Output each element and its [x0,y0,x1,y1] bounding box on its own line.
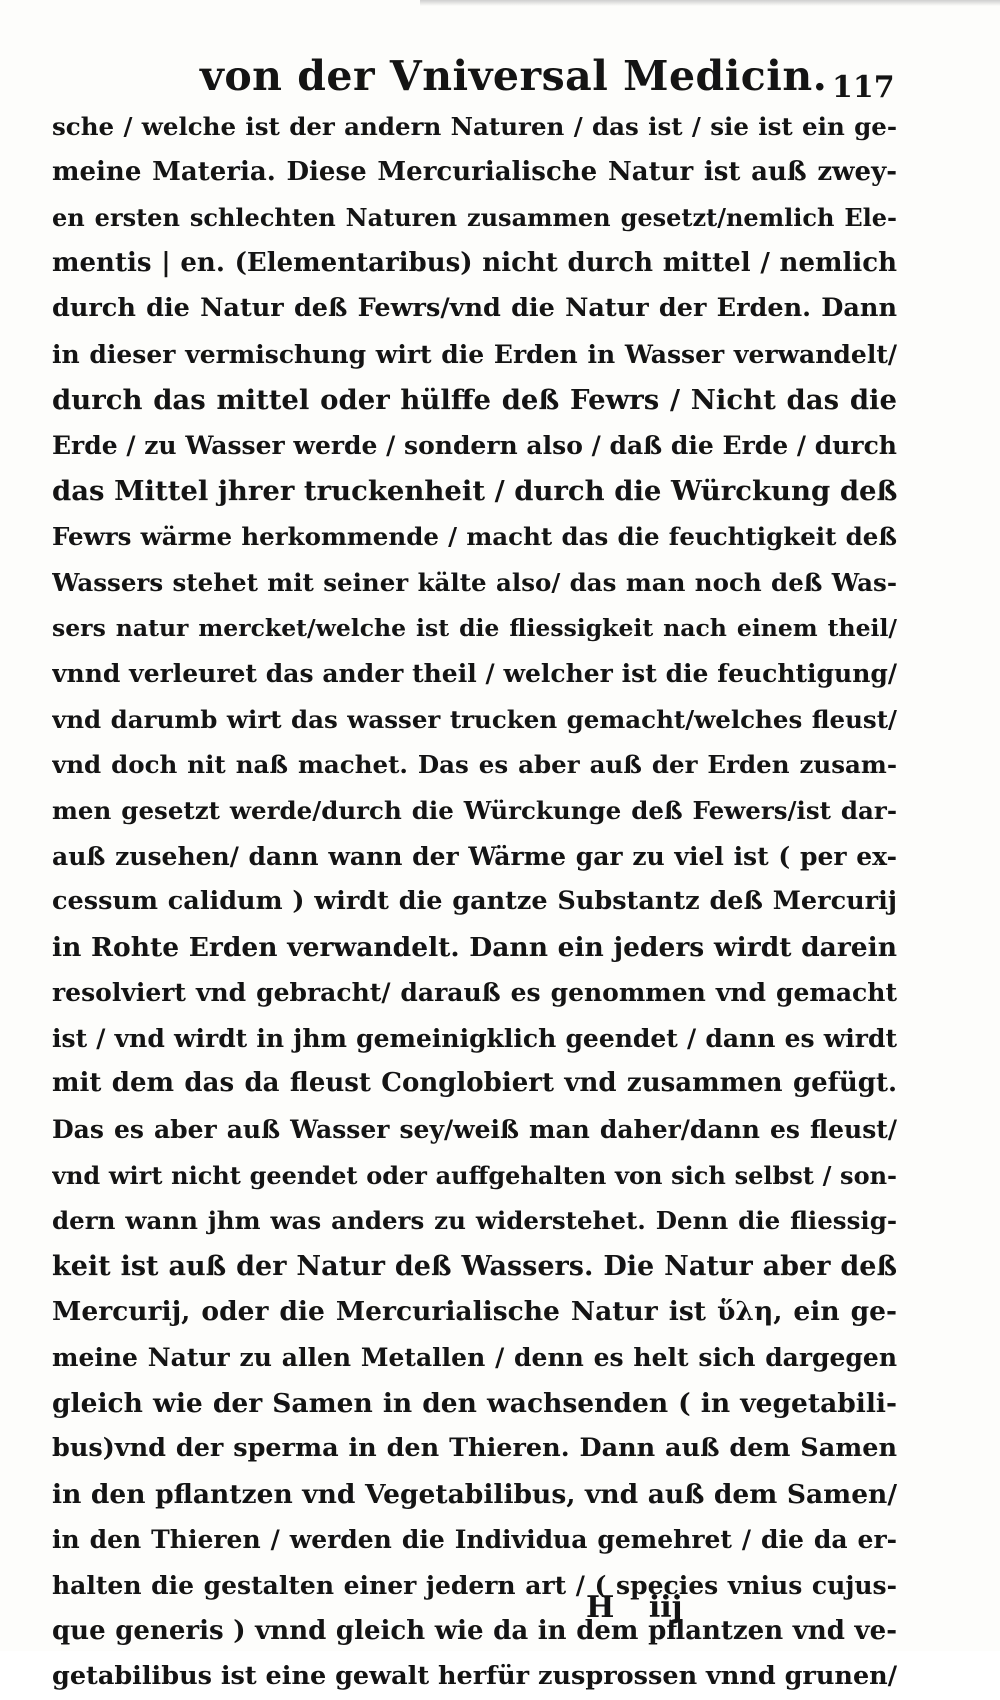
text-line: mit dem das da fleust Conglobiert vnd zusammen gefügt. [52,1068,897,1099]
text-line: in Rohte Erden verwandelt. Dann ein jeders wirdt darein [52,931,897,963]
text-line: das Mittel jhrer truckenheit / durch die Würckung deß [52,474,897,507]
text-line: resolviert vnd gebracht/ darauß es genommen vnd gemacht [52,978,897,1008]
running-head: von der Vniversal Medicin. [200,52,828,100]
body-text [52,104,897,1700]
text-line: vnd darumb wirt das wasser trucken gemacht/welches fleust/ [52,704,897,734]
text-line: in den Thieren / werden die Individua gemehret / die da er- [52,1525,897,1555]
text-line: keit ist auß der Natur deß Wassers. Die Natur aber deß [52,1250,897,1282]
text-line: ist / vnd wirdt in jhm gemeinigklich geendet / dann es wirdt [52,1023,897,1053]
text-line: auß zusehen/ dann wann der Wärme gar zu viel ist ( per ex- [52,841,897,871]
text-line: mentis | en. (Elementaribus) nicht durch mittel / nemlich [52,247,897,278]
text-line: Wassers stehet mit seiner kälte also/ das man noch deß Was- [52,567,897,597]
text-line: durch das mittel oder hülffe deß Fewrs / Nicht das die [52,383,897,416]
text-line: men gesetzt werde/durch die Würckunge deß Fewers/ist dar- [52,795,897,825]
text-line: Mercurij, oder die Mercurialische Natur ist ὕλη, ein ge- [52,1296,897,1328]
text-line: sers natur mercket/welche ist die fliessigkeit nach einem theil/ [52,613,897,642]
signature-mark: H [586,1590,615,1625]
text-line: vnd wirt nicht geendet oder auffgehalten von sich selbst / son- [52,1160,897,1190]
page-number: 117 [832,70,895,105]
text-line: bus)vnd der sperma in den Thieren. Dann auß dem Samen [52,1433,897,1464]
text-line: in dieser vermischung wirt die Erden in Wasser verwandelt/ [52,339,897,369]
text-line: meine Natur zu allen Metallen / denn es helt sich dargegen [52,1343,897,1373]
text-line: dern wann jhm was anders zu widerstehet. Denn die fliessig- [52,1206,897,1236]
text-line: vnd doch nit naß machet. Das es aber auß der Erden zusam- [52,750,897,780]
text-line: durch die Natur deß Fewrs/vnd die Natur der Erden. Dann [52,293,897,324]
text-line: Das es aber auß Wasser sey/weiß man daher/dann es fleust/ [52,1115,897,1145]
catchword: iij [648,1590,683,1625]
text-line: en ersten schlechten Naturen zusammen gesetzt/nemlich Ele- [52,203,897,233]
text-line: gleich wie der Samen in den wachsenden ( in vegetabili- [52,1387,897,1419]
text-line: halten die gestalten einer jedern art / ( species vnius cujus- [52,1571,897,1600]
page-footer [586,1590,726,1636]
text-line: meine Materia. Diese Mercurialische Natur ist auß zwey- [52,156,897,187]
text-line: Fewrs wärme herkommende / macht das die feuchtigkeit deß [52,522,897,552]
text-line: sche / welche ist der andern Naturen / das ist / sie ist ein ge- [52,112,897,141]
page-edge-shadow [420,0,1000,6]
text-line: in den pflantzen vnd Vegetabilibus, vnd auß dem Samen/ [52,1478,897,1510]
text-line: Erde / zu Wasser werde / sondern also / daß die Erde / durch [52,431,897,461]
text-line: que generis ) vnnd gleich wie da in dem pflantzen vnd ve- [52,1615,897,1646]
text-line: getabilibus ist eine gewalt herfür zusprossen vnnd grunen/ [52,1661,897,1692]
text-line: vnnd verleuret das ander theil / welcher ist die feuchtigung/ [52,659,897,689]
text-line: cessum calidum ) wirdt die gantze Substantz deß Mercurij [52,886,897,917]
